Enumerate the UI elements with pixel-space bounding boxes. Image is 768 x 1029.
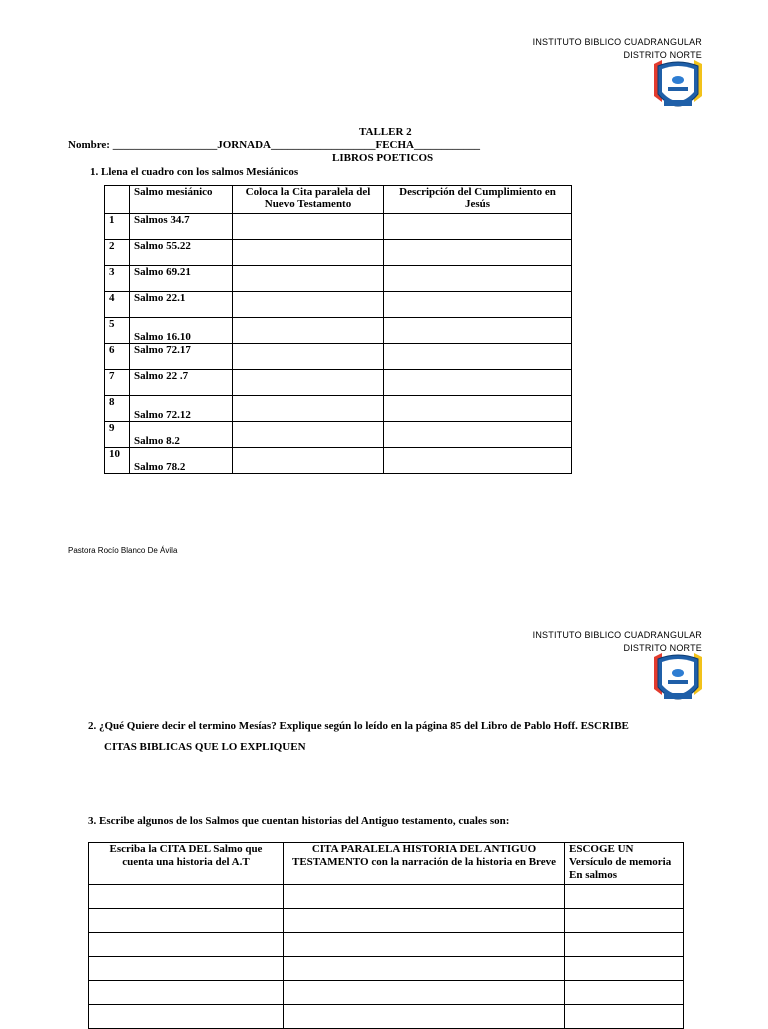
ot-story-cell[interactable] (284, 981, 565, 1005)
header-cell (105, 186, 130, 214)
fulfillment-cell[interactable] (384, 266, 572, 292)
row-number: 10 (105, 448, 130, 474)
memory-verse-cell[interactable] (565, 957, 684, 981)
psalm-cell: Salmo 22.1 (130, 292, 233, 318)
institute-header-2 (533, 629, 702, 655)
question-1: 1. Llena el cuadro con los salmos Mesiánicos (90, 166, 299, 178)
header-cell: ESCOGE UN Versículo de memoria En salmos (565, 843, 684, 885)
ot-story-cell[interactable] (284, 909, 565, 933)
header-cell: CITA PARALELA HISTORIA DEL ANTIGUO TESTAMENTO con la narración de la historia en Breve (284, 843, 565, 885)
table-header-row (89, 843, 684, 885)
ot-story-cell[interactable] (284, 933, 565, 957)
header-cell: Salmo mesiánico (130, 186, 233, 214)
worksheet-subtitle: LIBROS POETICOS (332, 152, 434, 164)
question-2-continued: CITAS BIBLICAS QUE LO EXPLIQUEN (104, 741, 306, 753)
table-row (89, 981, 684, 1005)
nt-reference-cell[interactable] (233, 240, 384, 266)
row-number: 5 (105, 318, 130, 344)
district-name: DISTRITO NORTE (623, 643, 702, 653)
psalm-cell: Salmo 72.12 (130, 396, 233, 422)
row-number: 2 (105, 240, 130, 266)
fulfillment-cell[interactable] (384, 292, 572, 318)
psalm-cell: Salmos 34.7 (130, 214, 233, 240)
institute-name: INSTITUTO BIBLICO CUADRANGULAR (532, 37, 702, 47)
psalm-cell: Salmo 16.10 (130, 318, 233, 344)
table-row (105, 448, 572, 474)
psalm-cell: Salmo 55.22 (130, 240, 233, 266)
table-row (89, 885, 684, 909)
psalm-reference-cell[interactable] (89, 981, 284, 1005)
ot-story-cell[interactable] (284, 957, 565, 981)
table-row (89, 1005, 684, 1029)
table-row (105, 370, 572, 396)
fulfillment-cell[interactable] (384, 370, 572, 396)
question-2: 2. ¿Qué Quiere decir el termino Mesías? Explique según lo leído en la página 85 del Libro de Pablo Hoff. ESCRIBE (88, 720, 629, 732)
worksheet-title: TALLER 2 (359, 126, 412, 138)
fulfillment-cell[interactable] (384, 448, 572, 474)
table-row (105, 214, 572, 240)
table-row (89, 909, 684, 933)
nt-reference-cell[interactable] (233, 422, 384, 448)
row-number: 6 (105, 344, 130, 370)
row-number: 8 (105, 396, 130, 422)
table-row (105, 396, 572, 422)
memory-verse-cell[interactable] (565, 1005, 684, 1029)
district-name: DISTRITO NORTE (623, 50, 702, 60)
ot-story-cell[interactable] (284, 885, 565, 909)
table-row (105, 240, 572, 266)
fulfillment-cell[interactable] (384, 422, 572, 448)
messianic-psalms-table (104, 185, 572, 474)
table-row (105, 266, 572, 292)
row-number: 7 (105, 370, 130, 396)
table-row (105, 422, 572, 448)
nt-reference-cell[interactable] (233, 292, 384, 318)
fulfillment-cell[interactable] (384, 214, 572, 240)
row-number: 4 (105, 292, 130, 318)
nt-reference-cell[interactable] (233, 448, 384, 474)
psalm-cell: Salmo 72.17 (130, 344, 233, 370)
psalm-reference-cell[interactable] (89, 933, 284, 957)
table-row (89, 933, 684, 957)
memory-verse-cell[interactable] (565, 981, 684, 1005)
question-3: 3. Escribe algunos de los Salmos que cuentan historias del Antiguo testamento, cuales son: (88, 815, 510, 827)
table-row (105, 344, 572, 370)
institute-name: INSTITUTO BIBLICO CUADRANGULAR (532, 630, 702, 640)
psalm-reference-cell[interactable] (89, 885, 284, 909)
psalm-reference-cell[interactable] (89, 957, 284, 981)
memory-verse-cell[interactable] (565, 909, 684, 933)
fulfillment-cell[interactable] (384, 396, 572, 422)
nt-reference-cell[interactable] (233, 318, 384, 344)
psalm-cell: Salmo 8.2 (130, 422, 233, 448)
row-number: 9 (105, 422, 130, 448)
old-testament-psalms-table (88, 842, 684, 1029)
table-header-row (105, 186, 572, 214)
psalm-cell: Salmo 78.2 (130, 448, 233, 474)
row-number: 3 (105, 266, 130, 292)
table-row (105, 318, 572, 344)
psalm-reference-cell[interactable] (89, 909, 284, 933)
nt-reference-cell[interactable] (233, 344, 384, 370)
nt-reference-cell[interactable] (233, 396, 384, 422)
header-cell: Descripción del Cumplimiento en Jesús (384, 186, 572, 214)
ot-story-cell[interactable] (284, 1005, 565, 1029)
nt-reference-cell[interactable] (233, 214, 384, 240)
memory-verse-cell[interactable] (565, 885, 684, 909)
fulfillment-cell[interactable] (384, 344, 572, 370)
nt-reference-cell[interactable] (233, 370, 384, 396)
fulfillment-cell[interactable] (384, 318, 572, 344)
header-cell: Coloca la Cita paralela del Nuevo Testamento (233, 186, 384, 214)
institute-logo (650, 653, 706, 707)
header-cell: Escriba la CITA DEL Salmo que cuenta una historia del A.T (89, 843, 284, 885)
signature: Pastora Rocío Blanco De Ávila (68, 546, 178, 555)
nt-reference-cell[interactable] (233, 266, 384, 292)
institute-logo (650, 60, 706, 114)
table-row (89, 957, 684, 981)
psalm-cell: Salmo 69.21 (130, 266, 233, 292)
psalm-reference-cell[interactable] (89, 1005, 284, 1029)
institute-header-1 (533, 36, 702, 62)
psalm-cell: Salmo 22 .7 (130, 370, 233, 396)
row-number: 1 (105, 214, 130, 240)
student-fields-line: Nombre: ___________________JORNADA___________________FECHA____________ (68, 139, 480, 151)
memory-verse-cell[interactable] (565, 933, 684, 957)
fulfillment-cell[interactable] (384, 240, 572, 266)
table-row (105, 292, 572, 318)
